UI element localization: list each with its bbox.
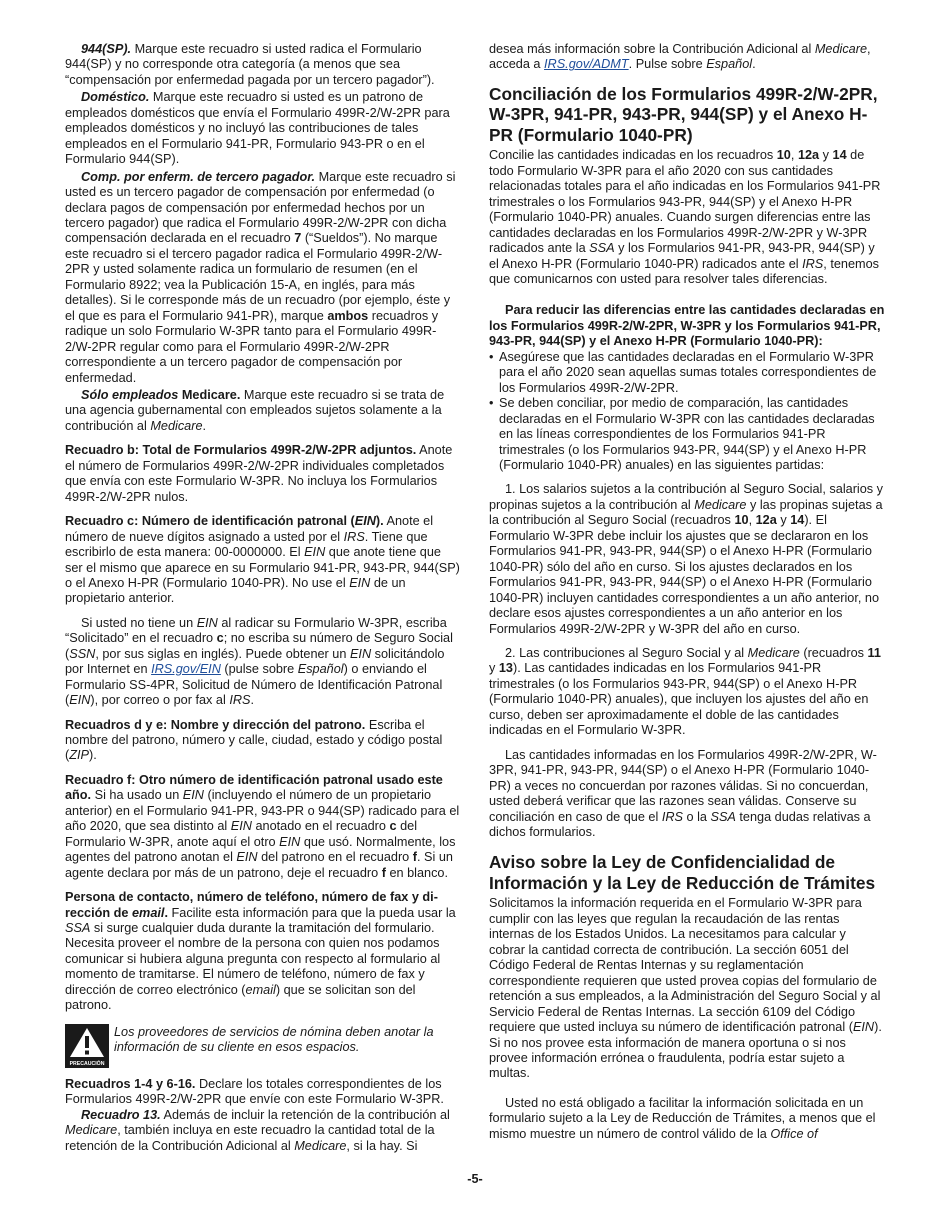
paragraph-persona-contacto: Persona de contacto, número de teléfono, número de fax y di-rección de email. Facilite esta información para que la pueda usar la SSA si surge cualquier duda durante la tramitación del formulario. Necesita proveer el nombre de la persona con quien nos podamos comunicar si hubiera alguna pregunta con respecto al formulario al momento de tramitarse. El número de teléfono, número de fax y dirección de correo electrónico (email) que se solicitan son del patrono. bbox=[65, 890, 456, 1013]
term-domestico: Doméstico. bbox=[81, 90, 150, 105]
caution-icon bbox=[65, 1024, 109, 1068]
paragraph-solicitamos: Solicitamos la información requerida en el Formulario W-3PR para cumplir con las leyes que regulan la recaudación de las rentas internas de los Estados Unidos. La necesitamos para calcular y cobrar la cantidad correcta de contribución. La sección 6051 del Código Federal de Rentas Internas y su reglamentación correspondiente requieren que usted provea copias del formulario de retención a sus empleados, a la Administración del Seguro Social y al Servicio Federal de Rentas Internas. La sección 6109 del Código requiere que usted incluya su número de identificación patronal (EIN). Si no nos provee esta información de manera oportuna o si nos provee información errónea o fraudulenta, podría estar sujeto a multas. bbox=[489, 896, 882, 1081]
paragraph-recuadro-13: Recuadro 13. Además de incluir la retención de la contribución al Medicare, también incluya en este recuadro la cantidad total de la retención de la Contribución Adicional al Medicare, si la hay. Si bbox=[65, 1107, 450, 1153]
bullet-item: • Asegúrese que las cantidades declaradas en el Formulario W-3PR para el año 2020 sean aquellas sumas totales correspondientes de los Formularios 499R-2/W-2PR. bbox=[489, 349, 877, 395]
heading-reducir-diferencias: Para reducir las diferencias entre las cantidades declaradas en los Formularios 499R-2/W-2PR, W-3PR y los Formularios 941-PR, 943-PR, 944(SP) y el Anexo H-PR (Formulario 1040-PR): bbox=[489, 303, 885, 349]
caution-note bbox=[65, 1024, 461, 1068]
numbered-item-2: 2. Las contribuciones al Seguro Social y al Medicare (recuadros 11 y 13). Las cantidades indicadas en los Formularios 941-PR trimestrales (o los Formularios 943-PR, 944(SP) o el Anexo H-PR (Formulario 1040-PR) anuales), que incluyen los ajustes del año en curso, deben ser aproximadamente el doble de las cantidades indicadas en el Formulario W-3PR. bbox=[489, 646, 881, 738]
paragraph-recuadro-c: Recuadro c: Número de identificación patronal (EIN). Anote el número de nueve dígitos asignado a usted por el IRS. Tiene que escribirlo de esta manera: 00-0000000. El EIN que anote tiene que ser el mismo que aparece en su Formulario 941-PR, 943-PR, 944(SP) o el Anexo H-PR (Formulario 1040-PR). No use el EIN de un propietario anterior. bbox=[65, 514, 460, 606]
paragraph-solo-medicare: Sólo empleados Medicare. Marque este recuadro si se trata de una agencia gubernamental con empleados sujetos solamente a la contribución al Medicare. bbox=[65, 387, 445, 433]
paragraph-domestico: Doméstico. Marque este recuadro si usted es un patrono de empleados domésticos que envía el Formulario 499R-2/W-2PR para empleados domésticos y no incluyó las contribuciones de tales empleados en el Formulario 941-PR, Formulario 943-PR o en el Formulario 944(SP). bbox=[65, 90, 450, 167]
caution-label: PRECAUCIÓN bbox=[69, 1060, 105, 1067]
numbered-item-1: 1. Los salarios sujetos a la contribución al Seguro Social, salarios y propinas sujetos a la contribución al Medicare y las propinas sujetas a la contribución al Seguro Social (recuadros 10, 12a y 14). El Formulario W-3PR debe incluir los ajustes que se declararon en los Formularios 941-PR, 943-PR, 944(SP) o el Anexo H-PR (Formulario 1040-PR) sólo del año en curso. Si los ajustes declarados en los Formularios 941-PR, 943-PR, 944(SP) o el Anexo H-PR (Formulario 1040-PR) incluyen cantidades correspondientes a un año anterior, no declare esos ajustes correspondientes a un año anterior en los Formularios 499R-2/W-2PR y W-3PR del año en curso. bbox=[489, 482, 884, 636]
paragraph-concilie: Concilie las cantidades indicadas en los recuadros 10, 12a y 14 de todo Formulario W-3PR para el año 2020 con sus cantidades relacionadas totales para el año indicadas en los Formularios 941-PR trimestrales o los Formularios 943-PR, 944(SP) y el Anexo H-PR (Formulario 1040-PR) anuales. Cuando surgen diferencias entre las cantidades declaradas en los Formularios 499R-2/W-2PR y W-3PR radicados ante la SSA y los Formularios 941-PR, 943-PR, 944(SP) y el Anexo H-PR (Formulario 1040-PR) radicados ante el IRS, tenemos que comunicarnos con usted para resolver tales diferencias. bbox=[489, 148, 881, 287]
page-number: -5- bbox=[467, 1172, 483, 1186]
bullet-item: • Se deben conciliar, por medio de comparación, las cantidades declaradas en el Formulario W-3PR con las cantidades declaradas en las líneas correspondientes de los Formularios 941-PR trimestrales (o los Formularios 943-PR, 944(SP) y el Anexo H-PR (Formulario 1040-PR) anuales) en las siguientes partidas: bbox=[489, 396, 875, 473]
paragraph-admt: desea más información sobre la Contribución Adicional al Medicare, acceda a IRS.gov/ADMT. Pulse sobre Español. bbox=[489, 42, 871, 72]
paragraph-recuadro-b: Recuadro b: Total de Formularios 499R-2/W-2PR adjuntos. Anote el número de Formularios 499R-2/W-2PR individuales completados que envía con este Formulario W-3PR. No incluya los Formularios 499R-2/W-2PR nulos. bbox=[65, 443, 453, 504]
paragraph-recuadros-1-16: Recuadros 1-4 y 6-16. Declare los totales correspondientes de los Formularios 499R-2/W-2PR que envíe con este Formulario W-3PR. bbox=[65, 1076, 444, 1107]
heading-conciliacion: Conciliación de los Formularios 499R-2/W-2PR, W-3PR, 941-PR, 943-PR, 944(SP) y el Anexo H-PR (Formulario 1040-PR) bbox=[489, 83, 878, 145]
paragraph-944sp: 944(SP). Marque este recuadro si usted radica el Formulario 944(SP) y no corresponde otra categoría (a menos que sea “compensación por enfermedad pagada por un tercero pagador”). bbox=[65, 42, 435, 87]
irs-admt-link[interactable]: IRS.gov/ADMT bbox=[544, 57, 629, 72]
term-944sp: 944(SP). bbox=[81, 42, 132, 56]
caution-text: Los proveedores de servicios de nómina deben anotar la información de su cliente en esos espacios. bbox=[114, 1024, 434, 1055]
irs-ein-link[interactable]: IRS.gov/EIN bbox=[151, 662, 221, 677]
heading-recuadro-b: Recuadro b: Total de Formularios 499R-2/W-2PR adjuntos. bbox=[65, 443, 417, 458]
paragraph-recuadro-f: Recuadro f: Otro número de identificación patronal usado este año. Si ha usado un EIN (incluyendo el número de un propietario anterior) en el Formulario 941-PR, 943-PR o 944(SP) radicado para el año 2020, que sea distinto al EIN anotado en el recuadro c del Formulario W-3PR, anote aquí el otro EIN que usó. Normalmente, los agentes del patrono anotan el EIN del patrono en el recuadro f. Si un agente declara por más de un patrono, deje el recuadro f en blanco. bbox=[65, 772, 460, 880]
left-column bbox=[65, 42, 461, 1154]
heading-recuadro-c: Recuadro c: Número de identificación patronal (EIN). bbox=[65, 514, 384, 529]
heading-persona-contacto: Persona de contacto, número de teléfono, número de fax y di-rección de email. bbox=[65, 890, 438, 920]
heading-recuadros-1-16: Recuadros 1-4 y 6-16. bbox=[65, 1076, 196, 1091]
heading-aviso-ley: Aviso sobre la Ley de Confidencialidad de Información y la Ley de Reducción de Trámites bbox=[489, 852, 876, 893]
paragraph-recuadros-d-e: Recuadros d y e: Nombre y dirección del patrono. Escriba el nombre del patrono, número y calle, ciudad, estado y código postal (ZIP). bbox=[65, 717, 443, 763]
right-column bbox=[489, 42, 885, 1142]
term-tercero-pagador: Comp. por enferm. de tercero pagador. bbox=[81, 169, 316, 184]
paragraph-no-obligado: Usted no está obligado a facilitar la información solicitada en un formulario sujeto a la Ley de Reducción de Trámites, a menos que el mismo muestre un número de control válido de la Office of bbox=[489, 1095, 876, 1141]
paragraph-tercero-pagador: Comp. por enferm. de tercero pagador. Marque este recuadro si usted es un tercero pagador de compensación por enfermedad (o declara pagos de compensación por enfermedad hechos por un tercero pagador) que radica el Formulario 499R-2/W-2PR con dicha compensación declarada en el recuadro 7 (“Sueldos”). No marque este recuadro si el tercero pagador radica el Formulario 499R-2/W-2PR y usted solamente radica un formulario de resumen (en el Formulario 8922; vea la Publicación 15-A, en inglés, para más detalles). Si le corresponde más de un recuadro (por ejemplo, éste y el que es para el Formulario 941-PR), marque ambos recuadros y radique un solo Formulario W-3PR tanto para el Formulario 499R-2/W-2PR regular como para el Formulario 499R-2/W-2PR correspondiente a un tercero pagador de compensación por enfermedad. bbox=[65, 169, 456, 385]
paragraph-sin-ein: Si usted no tiene un EIN al radicar su Formulario W-3PR, escriba “Solicitado” en el recuadro c; no escriba su número de Seguro Social (SSN, por sus siglas en inglés). Puede obtener un EIN solicitándolo por Internet en IRS.gov/EIN (pulse sobre Español) o enviando el Formulario SS-4PR, Solicitud de Número de Identificación Patronal (EIN), por correo o por fax al IRS. bbox=[65, 615, 453, 708]
term-recuadro-13: Recuadro 13. bbox=[81, 1107, 161, 1122]
paragraph-razones-validas: Las cantidades informadas en los Formularios 499R-2/W-2PR, W-3PR, 941-PR, 943-PR, 944(SP) o el Anexo H-PR (Formulario 1040-PR) a veces no concuerdan por razones válidas. Si no concuerdan, usted deberá verificar que las razones sean válidas. Conserve su conciliación en caso de que el IRS o la SSA tenga dudas relativas a dichos formularios. bbox=[489, 747, 877, 839]
heading-recuadro-f: Recuadro f: Otro número de identificación patronal usado este año. bbox=[65, 772, 443, 803]
heading-recuadros-d-e: Recuadros d y e: Nombre y dirección del patrono. bbox=[65, 717, 366, 732]
